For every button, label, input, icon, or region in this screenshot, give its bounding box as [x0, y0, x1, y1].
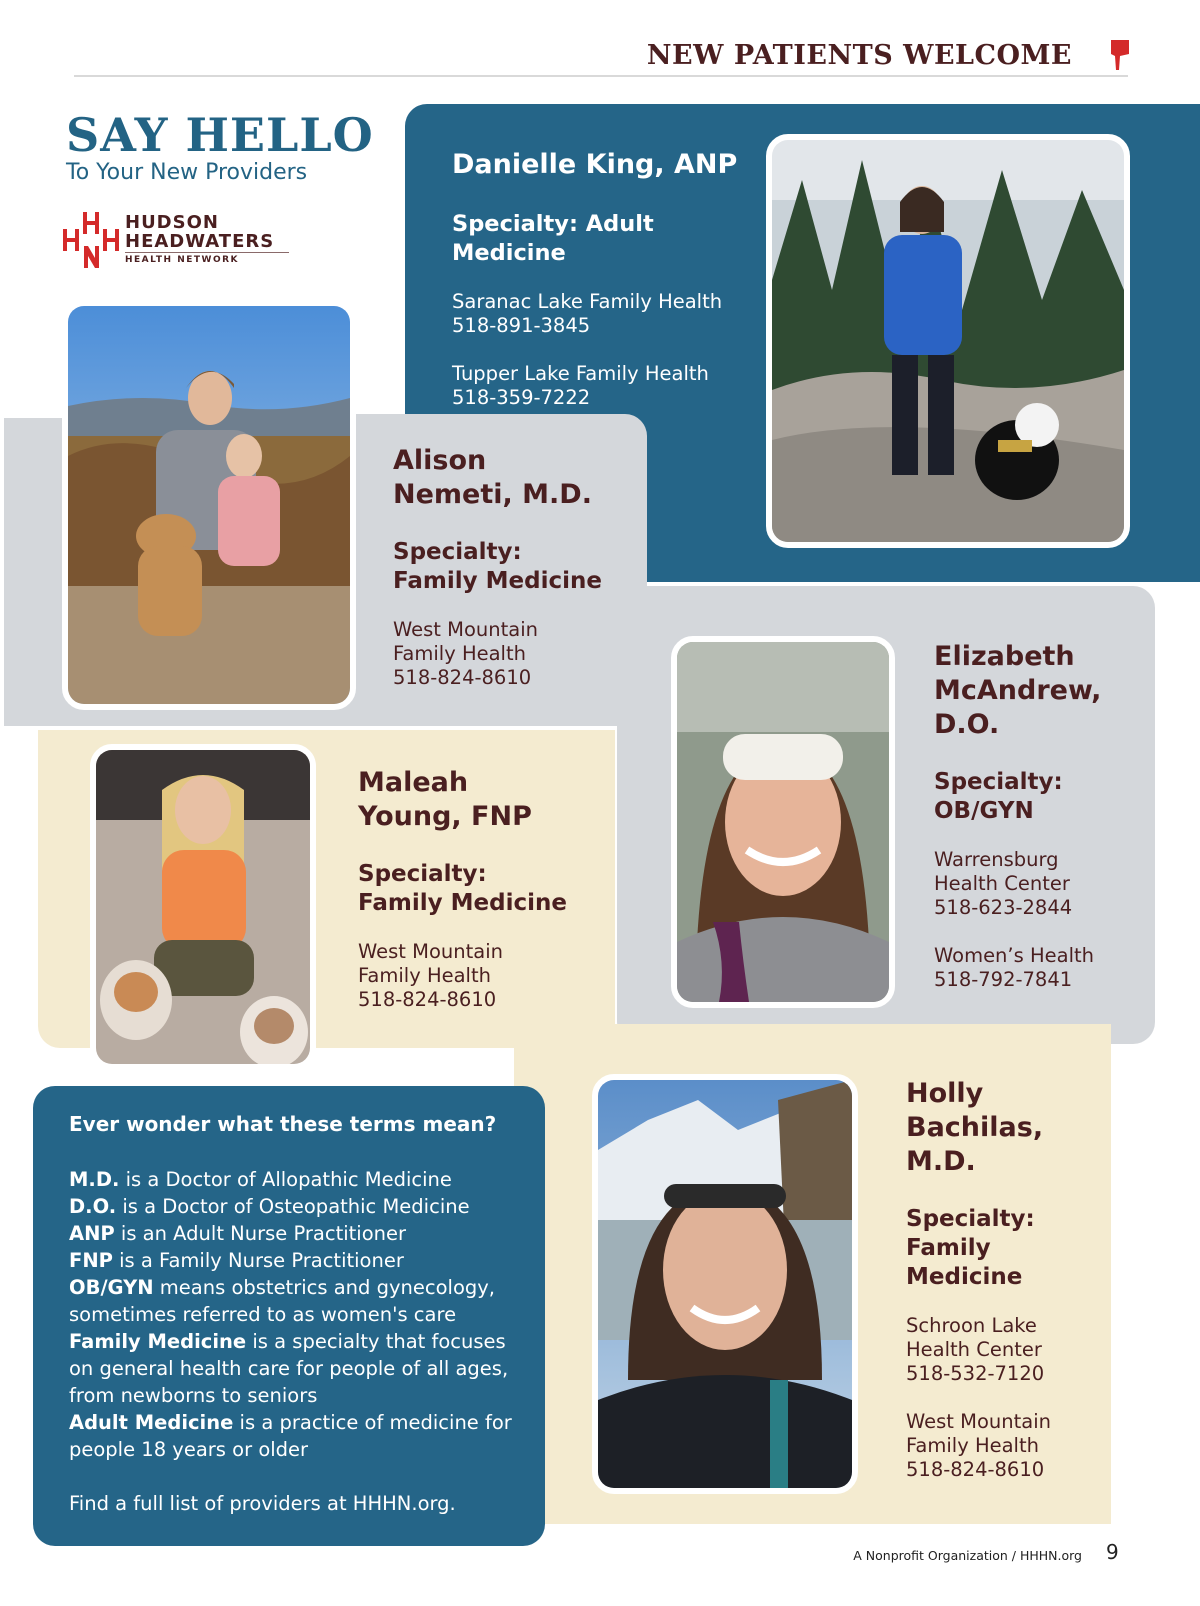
- term-item: [69, 1274, 519, 1328]
- provider-name: Alison Nemeti, M.D.: [393, 445, 592, 510]
- photo-holly-bachilas: [592, 1074, 858, 1494]
- terms-title: Ever wonder what these terms mean?: [69, 1112, 497, 1136]
- provider-phone: 518-824-8610: [393, 666, 532, 689]
- term-label: OB/GYN: [69, 1276, 154, 1299]
- provider-specialty: Specialty: Family Medicine: [393, 539, 602, 594]
- logo-divider: [125, 252, 289, 253]
- provider-danielle-king: [452, 148, 752, 410]
- provider-specialty: Specialty: OB/GYN: [934, 769, 1063, 824]
- provider-phone: 518-359-7222: [452, 386, 591, 409]
- provider-location: Schroon Lake Health Center 518-532-7120: [906, 1314, 1096, 1386]
- term-definition: is a Doctor of Osteopathic Medicine: [116, 1195, 470, 1218]
- provider-location: Saranac Lake Family Health 518-891-3845: [452, 290, 752, 338]
- provider-alison-nemeti: [393, 444, 633, 690]
- term-label: ANP: [69, 1222, 115, 1245]
- term-label: Family Medicine: [69, 1330, 247, 1353]
- provider-name: Maleah Young, FNP: [358, 767, 532, 832]
- provider-location: West Mountain Family Health 518-824-8610: [906, 1410, 1096, 1482]
- term-item: [69, 1409, 519, 1463]
- term-definition: is a specialty that focuses on general health care for people of all ages, from newborns to seniors: [69, 1330, 509, 1407]
- provider-specialty: Specialty: Adult Medicine: [452, 211, 654, 266]
- photo-elizabeth-mcandrew: [671, 636, 895, 1008]
- provider-maleah-young: [358, 766, 588, 1012]
- provider-location: Warrensburg Health Center 518-623-2844: [934, 848, 1134, 920]
- photo-maleah-young: [90, 744, 316, 1070]
- header-divider: [74, 75, 1128, 77]
- photo-alison-nemeti: [62, 300, 356, 710]
- header-title: NEW PATIENTS WELCOME: [646, 40, 1072, 71]
- term-definition: means obstetrics and gynecology, sometimes referred to as women's care: [69, 1276, 495, 1326]
- term-item: [69, 1166, 519, 1193]
- page-number: 9: [1106, 1540, 1119, 1564]
- footer-organization: A Nonprofit Organization / HHHN.org: [853, 1548, 1082, 1563]
- term-item: [69, 1328, 519, 1409]
- provider-specialty: Specialty: Family Medicine: [358, 861, 567, 916]
- provider-phone: 518-792-7841: [934, 968, 1073, 991]
- provider-name: Danielle King, ANP: [452, 149, 738, 180]
- logo-mark-icon: [63, 212, 119, 268]
- term-label: M.D.: [69, 1168, 120, 1191]
- provider-location: Tupper Lake Family Health 518-359-7222: [452, 362, 752, 410]
- provider-elizabeth-mcandrew: [934, 640, 1134, 992]
- term-definition: is a practice of medicine for people 18 years or older: [69, 1411, 512, 1461]
- page-headline: SAY HELLO: [66, 108, 374, 162]
- logo-text-hudson: HUDSON: [125, 212, 219, 233]
- photo-danielle-king: [766, 134, 1130, 548]
- provider-phone: 518-824-8610: [906, 1458, 1045, 1481]
- provider-specialty: Specialty: Family Medicine: [906, 1206, 1035, 1290]
- term-definition: is an Adult Nurse Practitioner: [114, 1222, 407, 1245]
- hudson-headwaters-logo: [63, 212, 293, 268]
- term-item: [69, 1247, 519, 1274]
- provider-name: Holly Bachilas, M.D.: [906, 1078, 1044, 1177]
- page-subheadline: To Your New Providers: [66, 160, 308, 185]
- term-label: D.O.: [69, 1195, 117, 1218]
- term-label: FNP: [69, 1249, 113, 1272]
- provider-phone: 518-891-3845: [452, 314, 591, 337]
- term-label: Adult Medicine: [69, 1411, 234, 1434]
- term-definition: is a Family Nurse Practitioner: [112, 1249, 404, 1272]
- term-item: [69, 1220, 519, 1247]
- provider-name: Elizabeth McAndrew, D.O.: [934, 641, 1102, 740]
- terms-footer-link-text: Find a full list of providers at HHHN.org.: [69, 1492, 456, 1515]
- provider-phone: 518-532-7120: [906, 1362, 1045, 1385]
- flag-icon: [1110, 40, 1130, 70]
- provider-phone: 518-824-8610: [358, 988, 497, 1011]
- term-item: [69, 1193, 519, 1220]
- provider-holly-bachilas: [906, 1077, 1096, 1482]
- terms-list: [69, 1166, 519, 1463]
- provider-location: Women’s Health 518-792-7841: [934, 944, 1134, 992]
- logo-text-headwaters: HEADWATERS: [125, 231, 275, 252]
- provider-location: West Mountain Family Health 518-824-8610: [358, 940, 588, 1012]
- logo-text-network: HEALTH NETWORK: [125, 255, 239, 265]
- provider-phone: 518-623-2844: [934, 896, 1073, 919]
- provider-location: West Mountain Family Health 518-824-8610: [393, 618, 633, 690]
- term-definition: is a Doctor of Allopathic Medicine: [119, 1168, 452, 1191]
